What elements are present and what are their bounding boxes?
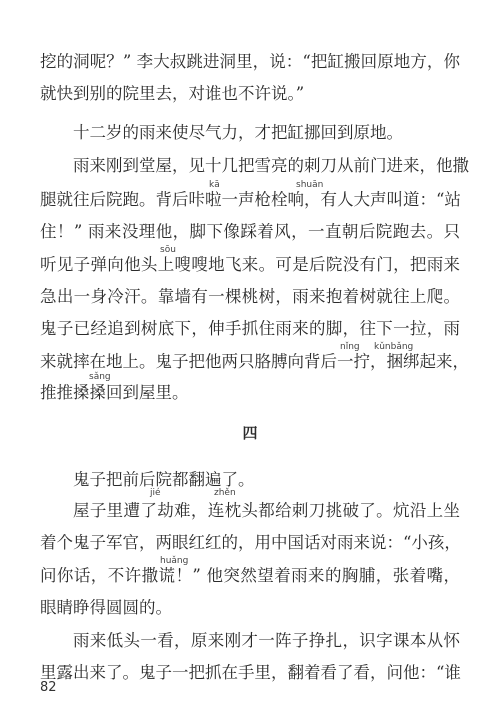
pinyin-jie: jié xyxy=(150,488,161,498)
pinyin-ka: kā xyxy=(209,180,220,190)
text-line: 十二岁的雨来使尽气力，才把缸挪回到原地。 xyxy=(73,123,403,142)
text-line: 雨来低头一看，原来刚才一阵子挣扎，识字课本从怀 xyxy=(73,631,460,650)
pinyin-shuan: shuān xyxy=(296,180,324,190)
pinyin-zhen: zhěn xyxy=(214,488,236,498)
text-line: 推推搡搡回到屋里。 xyxy=(40,383,189,402)
pinyin-sou: sōu xyxy=(160,245,176,255)
text-line: 就快到别的院里去，对谁也不许说。” xyxy=(40,84,305,103)
text-line: 急出一身冷汗。靠墙有一棵桃树，雨来抱着树就往上爬。 xyxy=(40,287,460,306)
text-line: 腿就往后院跑。背后咔啦一声枪栓响，有人大声叫道：“站 xyxy=(40,190,461,209)
text-line: 挖的洞呢？” 李大叔跳进洞里，说：“把缸搬回原地方，你 xyxy=(40,52,460,71)
pinyin-sang: sǎng xyxy=(89,372,111,382)
page-number: 82 xyxy=(40,680,57,695)
text-line: 眼睛睁得圆圆的。 xyxy=(40,598,172,617)
text-line: 雨来刚到堂屋，见十几把雪亮的刺刀从前门进来，他撒 xyxy=(73,156,469,175)
text-line: 问你话，不许撒谎！” 他突然望着雨来的胸脯，张着嘴， xyxy=(40,566,460,585)
text-line: 鬼子把前后院都翻遍了。 xyxy=(73,470,255,489)
section-number: 四 xyxy=(242,424,258,442)
pinyin-kunbang: kǔnbǎng xyxy=(374,342,414,352)
text-line: 着个鬼子军官，两眼红红的，用中国话对雨来说：“小孩， xyxy=(40,533,461,552)
text-line: 住！” 雨来没理他，脚下像踩着风，一直朝后院跑去。只 xyxy=(40,222,460,241)
text-line: 里露出来了。鬼子一把抓在手里，翻着看了看，问他：“谁 xyxy=(40,663,461,682)
pinyin-huang: huǎng xyxy=(160,556,189,566)
pinyin-ning: nǐng xyxy=(340,342,360,352)
text-line: 屋子里遭了劫难，连枕头都给刺刀挑破了。炕沿上坐 xyxy=(73,501,460,520)
text-line: 鬼子已经追到树底下，伸手抓住雨来的脚，往下一拉，雨 xyxy=(40,319,460,338)
text-line: 来就摔在地上。鬼子把他两只胳膊向背后一拧，捆绑起来， xyxy=(40,352,469,371)
text-line: 听见子弹向他头上嗖嗖地飞来。可是后院没有门，把雨来 xyxy=(40,255,460,274)
